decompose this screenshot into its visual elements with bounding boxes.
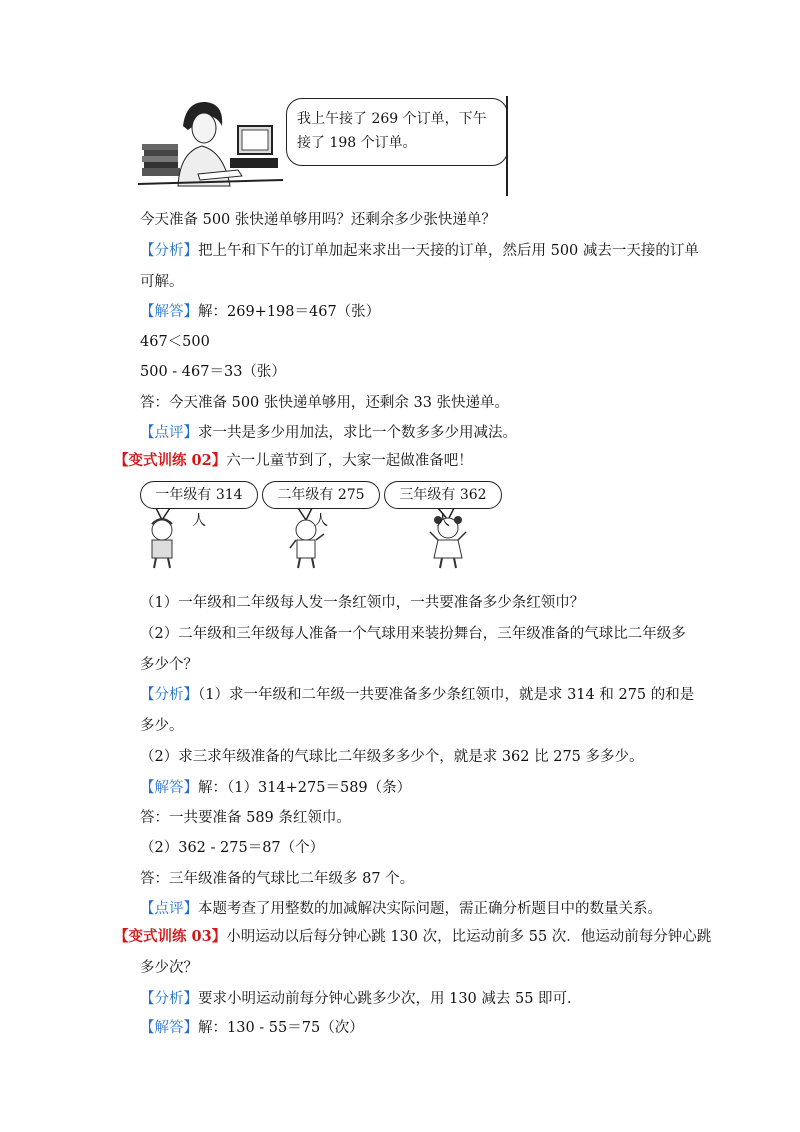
variant03-analysis-text: 要求小明运动前每分钟心跳多少次，用 130 减去 55 即可． [198, 991, 582, 1007]
variant02-analysis-line [140, 685, 694, 705]
variant03-answer-text: 解：130 - 55＝75（次） [198, 1020, 364, 1036]
problem1-question: 今天准备 500 张快递单够用吗？还剩余多少张快递单？ [140, 212, 496, 228]
office-worker-illustration [138, 96, 283, 196]
variant02-answer-line-4: 答：三年级准备的气球比二年级多 87 个。 [140, 871, 415, 887]
variant02-comment-line [140, 899, 662, 919]
variant02-analysis-line-3: （2）求三求年级准备的气球比二年级多多少个，就是求 362 比 275 多多少。 [140, 749, 644, 765]
speech-line-2: 接了 198 个订单。 [297, 135, 417, 151]
answer-tag: 【解答】 [140, 1020, 198, 1036]
variant03-heading [114, 927, 711, 947]
child-1-figure [152, 519, 172, 568]
analysis-tag: 【分析】 [140, 991, 198, 1007]
variant02-analysis-line-2: 多少。 [140, 718, 184, 734]
variant03-answer-line [140, 1018, 364, 1038]
variant02-tag: 【变式训练 02】 [114, 452, 227, 469]
problem1-answer-line-2: 467＜500 [140, 334, 210, 350]
variant02-answer-line [140, 778, 411, 798]
speech-bubble-grade1: 一年级有 314 人 [140, 481, 258, 509]
speech-line-1: 我上午接了 269 个订单，下午 [297, 111, 487, 127]
problem1-answer-line-4: 答：今天准备 500 张快递单够用，还剩余 33 张快递单。 [140, 395, 510, 411]
bubble-tail-2 [298, 508, 312, 520]
speech-divider [506, 96, 508, 196]
figure-three-children [138, 478, 508, 570]
variant02-answer-text: 解：（1）314+275＝589（条） [198, 780, 412, 796]
variant02-question-2-line-2: 多少个？ [140, 657, 198, 673]
variant02-answer-line-2: 答：一共要准备 589 条红领巾。 [140, 810, 351, 826]
variant02-analysis-text: （1）求一年级和二年级一共要准备多少条红领巾，就是求 314 和 275 的和是 [198, 687, 695, 703]
answer-tag: 【解答】 [140, 304, 198, 320]
speech-bubble-grade2: 二年级有 275 人 [262, 481, 380, 509]
answer-tag: 【解答】 [140, 780, 198, 796]
variant03-tag: 【变式训练 03】 [114, 928, 227, 945]
comment-tag: 【点评】 [140, 901, 198, 917]
problem1-answer-line-3: 500 - 467＝33（张） [140, 364, 286, 380]
problem1-analysis-line [140, 241, 699, 261]
analysis-tag: 【分析】 [140, 687, 198, 703]
variant02-intro: 六一儿童节到了，大家一起做准备吧！ [226, 453, 473, 469]
speech-bubble-grade3: 三年级有 362 人 [384, 481, 502, 509]
variant03-analysis-line [140, 989, 582, 1009]
problem1-comment-line [140, 423, 517, 443]
analysis-tag: 【分析】 [140, 243, 198, 259]
problem1-answer-line [140, 302, 380, 322]
problem1-comment-text: 求一共是多少用加法，求比一个数多多少用减法。 [198, 425, 517, 441]
problem1-answer-text: 解：269+198＝467（张） [198, 304, 381, 320]
variant02-question-1: （1）一年级和二年级每人发一条红领巾，一共要准备多少条红领巾？ [140, 595, 585, 611]
speech-box [286, 98, 508, 166]
problem1-analysis-text: 把上午和下午的订单加起来求出一天接的订单，然后用 500 减去一天接的订单 [198, 243, 699, 259]
variant02-question-2: （2）二年级和三年级每人准备一个气球用来装扮舞台，三年级准备的气球比二年级多 [140, 626, 686, 642]
figure-office-worker [138, 96, 510, 196]
variant02-heading [114, 451, 473, 471]
variant02-answer-line-3: （2）362 - 275＝87（个） [140, 840, 325, 856]
comment-tag: 【点评】 [140, 425, 198, 441]
variant03-question: 小明运动以后每分钟心跳 130 次，比运动前多 55 次．他运动前每分钟心跳 [226, 929, 712, 945]
variant02-comment-text: 本题考查了用整数的加减解决实际问题，需正确分析题目中的数量关系。 [198, 901, 662, 917]
problem1-analysis-line-2: 可解。 [140, 274, 184, 290]
variant03-question-line-2: 多少次？ [140, 960, 198, 976]
